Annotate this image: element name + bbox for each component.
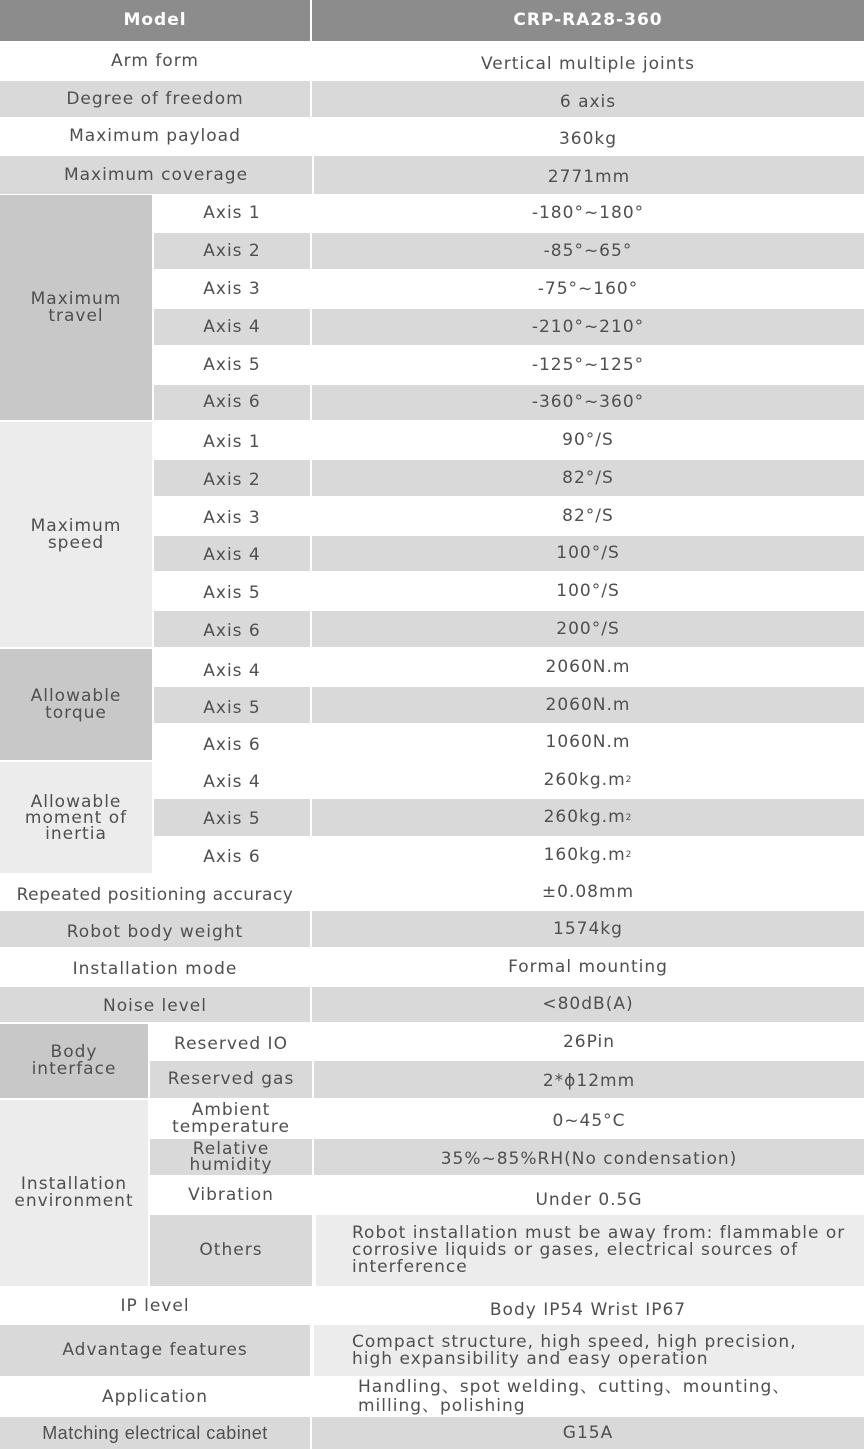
- inertia-value-6: 160kg.m 2: [312, 837, 864, 873]
- speed-axis-2: Axis 2: [154, 460, 310, 496]
- ip-level-value: Body IP54 Wrist IP67: [312, 1288, 864, 1324]
- accuracy-label: Repeated positioning accuracy: [0, 875, 310, 910]
- header-model-label: Model: [0, 0, 310, 41]
- environment-group-label: Installation environment: [0, 1100, 148, 1286]
- torque-value-6: 1060N.m: [312, 724, 864, 760]
- speed-value-3: 82°/S: [312, 497, 864, 535]
- speed-value-4: 100°/S: [312, 536, 864, 571]
- travel-axis-1: Axis 1: [154, 195, 310, 232]
- speed-axis-1: Axis 1: [154, 422, 310, 459]
- weight-label: Robot body weight: [0, 911, 310, 947]
- others-label: Others: [150, 1215, 312, 1286]
- speed-axis-6: Axis 6: [154, 611, 310, 647]
- reserved-gas-label: Reserved gas: [150, 1061, 312, 1098]
- ambient-temperature-value: 0~45°C: [314, 1100, 864, 1138]
- travel-value-1: -180°~180°: [312, 195, 864, 232]
- inertia-axis-6: Axis 6: [154, 837, 310, 873]
- travel-axis-3: Axis 3: [154, 270, 310, 308]
- arm-form-value: Vertical multiple joints: [312, 42, 864, 80]
- advantages-label: Advantage features: [0, 1325, 310, 1376]
- header-model-value: CRP-RA28-360: [312, 0, 864, 41]
- travel-group-label: Maximum travel: [0, 195, 152, 420]
- travel-value-5: -125°~125°: [312, 346, 864, 384]
- speed-value-1: 90°/S: [312, 422, 864, 459]
- cabinet-value: G15A: [312, 1417, 864, 1449]
- torque-value-5: 2060N.m: [312, 687, 864, 723]
- torque-group-label: Allowable torque: [0, 649, 152, 760]
- install-mode-value: Formal mounting: [312, 948, 864, 986]
- travel-value-4: -210°~210°: [312, 309, 864, 345]
- dof-label: Degree of freedom: [0, 81, 310, 117]
- reserved-io-value: 26Pin: [314, 1024, 864, 1060]
- reserved-io-label: Reserved IO: [150, 1024, 312, 1060]
- travel-axis-2: Axis 2: [154, 233, 310, 269]
- relative-humidity-label: Relative humidity: [150, 1139, 312, 1175]
- torque-value-4: 2060N.m: [312, 649, 864, 686]
- speed-group-label: Maximum speed: [0, 422, 152, 647]
- coverage-value: 2771mm: [314, 156, 864, 194]
- application-label: Application: [0, 1378, 310, 1416]
- body-interface-group-label: Body interface: [0, 1024, 148, 1098]
- accuracy-value: ±0.08mm: [312, 875, 864, 910]
- vibration-label: Vibration: [150, 1176, 312, 1214]
- inertia-value-4: 260kg.m 2: [312, 762, 864, 798]
- reserved-gas-value: 2*ϕ12mm: [314, 1061, 864, 1098]
- vibration-value: Under 0.5G: [314, 1176, 864, 1214]
- torque-axis-5: Axis 5: [154, 687, 310, 723]
- ip-level-label: IP level: [0, 1288, 310, 1324]
- speed-axis-3: Axis 3: [154, 497, 310, 535]
- noise-label: Noise level: [0, 987, 310, 1022]
- noise-value: <80dB(A): [312, 987, 864, 1022]
- inertia-group-label: Allowable moment of inertia: [0, 762, 152, 873]
- travel-axis-4: Axis 4: [154, 309, 310, 345]
- torque-axis-4: Axis 4: [154, 649, 310, 686]
- payload-value: 360kg: [312, 118, 864, 155]
- others-value: Robot installation must be away from: flammable or corrosive liquids or gases, electrical sources of interference: [316, 1215, 864, 1286]
- travel-axis-6: Axis 6: [154, 385, 310, 420]
- torque-axis-6: Axis 6: [154, 724, 310, 760]
- inertia-axis-5: Axis 5: [154, 799, 310, 836]
- relative-humidity-value: 35%~85%RH(No condensation): [314, 1139, 864, 1175]
- inertia-axis-4: Axis 4: [154, 762, 310, 798]
- coverage-label: Maximum coverage: [0, 156, 312, 194]
- inertia-value-5: 260kg.m 2: [312, 799, 864, 836]
- travel-value-3: -75°~160°: [312, 270, 864, 308]
- speed-axis-4: Axis 4: [154, 536, 310, 571]
- speed-value-6: 200°/S: [312, 611, 864, 647]
- speed-value-5: 100°/S: [312, 572, 864, 610]
- arm-form-label: Arm form: [0, 42, 310, 80]
- payload-label: Maximum payload: [0, 118, 310, 155]
- speed-value-2: 82°/S: [312, 460, 864, 496]
- speed-axis-5: Axis 5: [154, 572, 310, 610]
- travel-axis-5: Axis 5: [154, 346, 310, 384]
- travel-value-2: -85°~65°: [312, 233, 864, 269]
- cabinet-label: Matching electrical cabinet: [0, 1417, 310, 1449]
- travel-value-6: -360°~360°: [312, 385, 864, 420]
- weight-value: 1574kg: [312, 911, 864, 947]
- application-value: Handling、spot welding、cutting、mounting、milling、polishing: [314, 1378, 864, 1416]
- ambient-temperature-label: Ambient temperature: [150, 1100, 312, 1138]
- install-mode-label: Installation mode: [0, 948, 310, 986]
- advantages-value: Compact structure, high speed, high precision, high expansibility and easy operation: [314, 1325, 864, 1376]
- dof-value: 6 axis: [312, 81, 864, 117]
